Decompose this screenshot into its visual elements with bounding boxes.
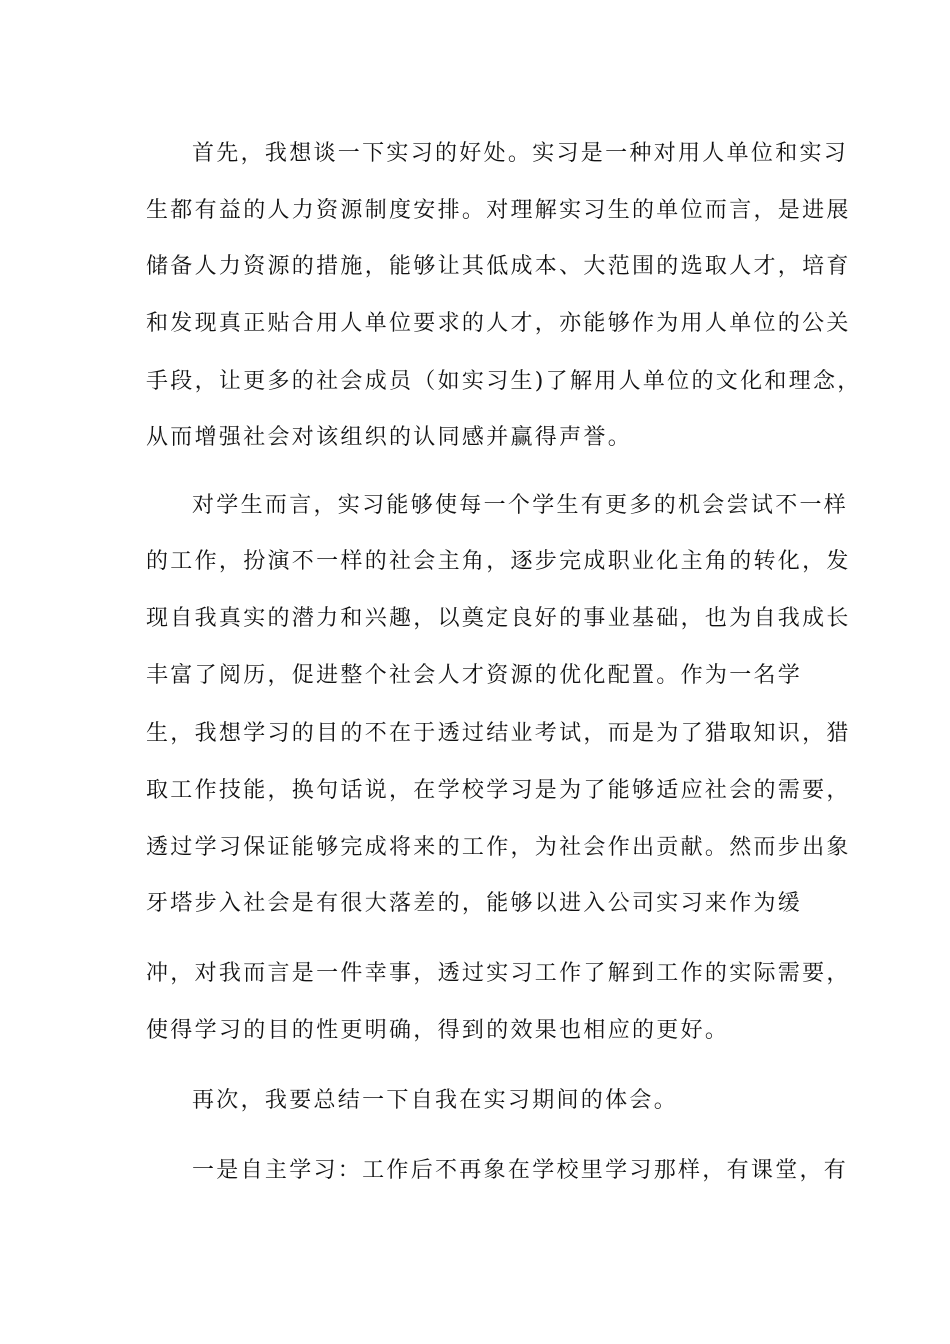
text-line: 牙塔步入社会是有很大落差的，能够以进入公司实习来作为缓 <box>146 891 803 916</box>
text-line: 生，我想学习的目的不在于透过结业考试，而是为了猎取知识，猎 <box>146 721 851 746</box>
text-line: 储备人力资源的措施，能够让其低成本、大范围的选取人才，培育 <box>146 254 851 279</box>
text-line: 对学生而言，实习能够使每一个学生有更多的机会尝试不一样 <box>192 493 849 518</box>
text-line: 现自我真实的潜力和兴趣，以奠定良好的事业基础，也为自我成长 <box>146 606 851 631</box>
text-line: 透过学习保证能够完成将来的工作，为社会作出贡献。然而步出象 <box>146 835 851 860</box>
text-line: 从而增强社会对该组织的认同感并赢得声誉。 <box>146 425 633 450</box>
text-line: 手段，让更多的社会成员（如实习生)了解用人单位的文化和理念， <box>146 369 862 394</box>
text-line: 取工作技能，换句话说，在学校学习是为了能够适应社会的需要， <box>146 778 851 803</box>
text-line: 使得学习的目的性更明确，得到的效果也相应的更好。 <box>146 1018 730 1043</box>
text-line: 和发现真正贴合用人单位要求的人才，亦能够作为用人单位的公关 <box>146 311 851 336</box>
text-line: 丰富了阅历，促进整个社会人才资源的优化配置。作为一名学 <box>146 663 803 688</box>
text-line: 一是自主学习：工作后不再象在学校里学习那样，有课堂，有 <box>192 1158 849 1183</box>
text-line: 的工作，扮演不一样的社会主角，逐步完成职业化主角的转化，发 <box>146 549 851 574</box>
text-line: 首先，我想谈一下实习的好处。实习是一种对用人单位和实习 <box>192 141 849 166</box>
text-line: 生都有益的人力资源制度安排。对理解实习生的单位而言，是进展 <box>146 198 851 223</box>
text-line: 冲，对我而言是一件幸事，透过实习工作了解到工作的实际需要， <box>146 961 851 986</box>
text-line: 再次，我要总结一下自我在实习期间的体会。 <box>192 1088 679 1113</box>
